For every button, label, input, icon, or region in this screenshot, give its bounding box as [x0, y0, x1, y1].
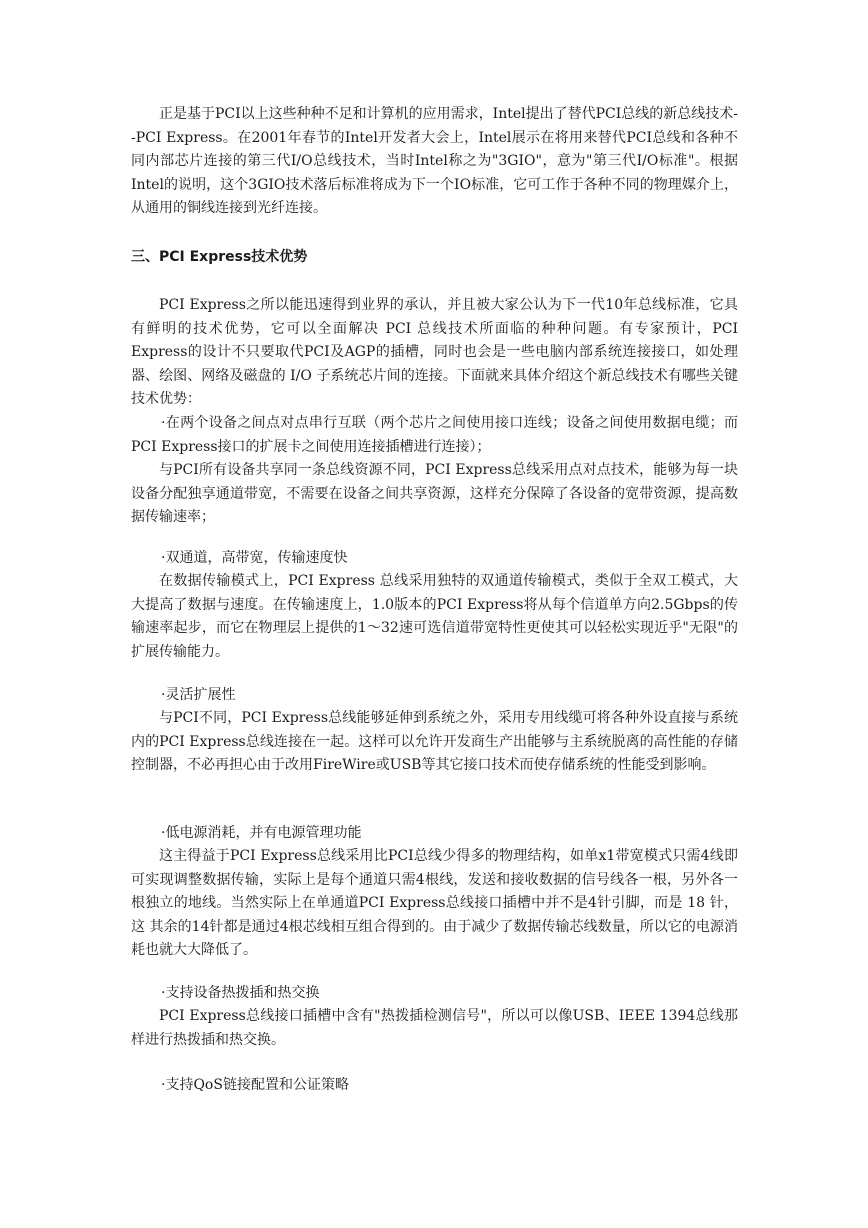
overview-paragraph: PCI Express之所以能迅速得到业界的承认，并且被大家公认为下一代10年总线标准，它具有鲜明的技术优势，它可以全面解决 PCI 总线技术所面临的种种问题。有专家预计，PCI Express的设计不只要取代PCI及AGP的插槽，同时也会是一些电脑内部系统连接接口，如处理器、绘图、网络及磁盘的 I/O 子系统芯片间的连接。下面就来具体介绍这个新总线技术有哪些关键技术优势： — [131, 297, 738, 408]
intro-paragraph: 正是基于PCI以上这些种种不足和计算机的应用需求，Intel提出了替代PCI总线的新总线技术--PCI Express。在2001年春节的Intel开发者大会上，Intel展示在将用来替代PCI总线和各种不同内部芯片连接的第三代I/O总线技术，当时Intel称之为"3GIO"，意为"第三代I/O标准"。根据Intel的说明，这个3GIO技术落后标准将成为下一个IO标准，它可工作于各种不同的物理媒介上，从通用的铜线连接到光纤连接。 — [131, 106, 738, 217]
low-power-paragraph: 这主得益于PCI Express总线采用比PCI总线少得多的物理结构，如单x1带宽模式只需4线即可实现调整数据传输，实际上是每个通道只需4根线，发送和接收数据的信号线各一根，另外各一根独立的地线。当然实际上在单通道PCI Express总线接口插槽中并不是4针引脚，而是 18 针，这 其余的14针都是通过4根芯线相互组合得到的。由于减少了数据传输芯线数量，所以它的电源消耗也就大大降低了。 — [131, 848, 738, 959]
hot-plug-paragraph: PCI Express总线接口插槽中含有"热拨插检测信号"，所以可以像USB、IEEE 1394总线那样进行热拨插和热交换。 — [131, 1008, 738, 1048]
bullet-scalability: ·灵活扩展性 — [161, 687, 236, 703]
bullet-qos: ·支持QoS链接配置和公证策略 — [161, 1077, 349, 1093]
point-to-point-paragraph: 与PCI所有设备共享同一条总线资源不同，PCI Express总线采用点对点技术，能够为每一块设备分配独享通道带宽，不需要在设备之间共享资源，这样充分保障了各设备的宽带资源，提高数据传输速率； — [131, 462, 738, 526]
bullet-point-to-point: ·在两个设备之间点对点串行互联（两个芯片之间使用接口连线；设备之间使用数据电缆；而PCI Express接口的扩展卡之间使用连接插槽进行连接）； — [131, 415, 738, 455]
bullet-low-power: ·低电源消耗，并有电源管理功能 — [161, 825, 362, 841]
bullet-dual-channel: ·双通道，高带宽，传输速度快 — [161, 550, 348, 566]
bullet-hot-plug: ·支持设备热拨插和热交换 — [161, 985, 320, 1001]
dual-channel-paragraph: 在数据传输模式上，PCI Express 总线采用独特的双通道传输模式，类似于全双工模式，大大提高了数据与速度。在传输速度上，1.0版本的PCI Express将从每个信道单方向2.5Gbps的传输速率起步，而它在物理层上提供的1～32速可选信道带宽特性更使其可以轻松实现近乎"无限"的扩展传输能力。 — [131, 573, 738, 660]
section-heading: 三、PCI Express技术优势 — [131, 249, 308, 265]
scalability-paragraph: 与PCI不同，PCI Express总线能够延伸到系统之外，采用专用线缆可将各种外设直接与系统内的PCI Express总线连接在一起。这样可以允许开发商生产出能够与主系统脱离的高性能的存储控制器，不必再担心由于改用FireWire或USB等其它接口技术而使存储系统的性能受到影响。 — [131, 710, 738, 774]
